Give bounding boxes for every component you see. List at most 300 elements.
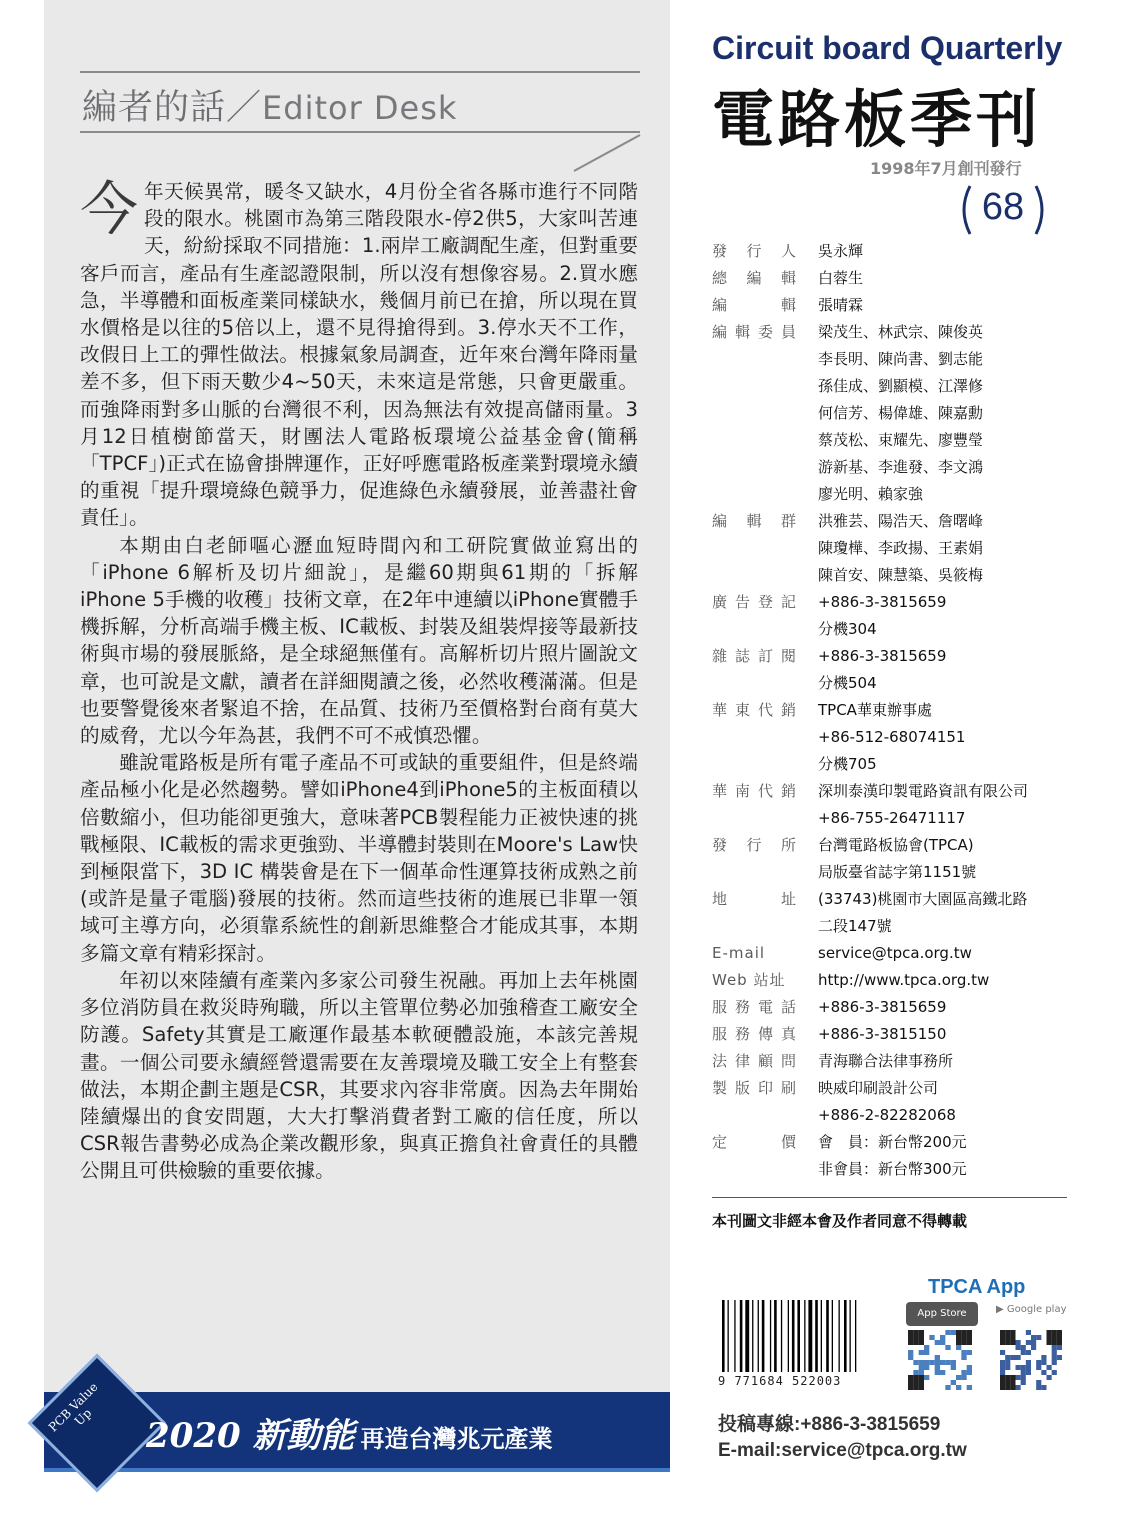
editor-title-rule bbox=[80, 131, 640, 133]
staff-label-char: 製 bbox=[712, 1079, 728, 1097]
qr-module bbox=[1010, 1375, 1015, 1380]
staff-values bbox=[818, 778, 1072, 832]
staff-value: 青海聯合法律事務所 bbox=[818, 1052, 954, 1070]
qr-module bbox=[961, 1350, 966, 1355]
staff-values bbox=[818, 319, 1072, 508]
qr-module bbox=[1021, 1345, 1026, 1350]
qr-module bbox=[1000, 1380, 1005, 1385]
staff-label-text bbox=[712, 1021, 796, 1048]
qr-module bbox=[924, 1360, 929, 1365]
staff-label bbox=[712, 1129, 818, 1156]
staff-values bbox=[818, 292, 1072, 319]
staff-label-char: 話 bbox=[780, 998, 796, 1016]
qr-module bbox=[924, 1365, 929, 1370]
qr-module bbox=[1057, 1355, 1062, 1360]
editor-article bbox=[80, 175, 638, 1185]
staff-value: 洪雅芸、陽浩天、詹曙峰 bbox=[818, 512, 984, 530]
qr-module bbox=[1021, 1365, 1026, 1370]
staff-values bbox=[818, 994, 1072, 1021]
staff-value: 映威印刷設計公司 bbox=[818, 1079, 939, 1097]
staff-value: 會 員：新台幣200元 bbox=[818, 1133, 967, 1151]
qr-module bbox=[1052, 1350, 1057, 1355]
staff-label-char: 務 bbox=[734, 998, 750, 1016]
barcode-number: 9 771684 522003 bbox=[718, 1374, 842, 1388]
qr-module bbox=[1010, 1380, 1015, 1385]
qr-module bbox=[956, 1375, 961, 1380]
qr-module bbox=[1031, 1335, 1036, 1340]
article-paragraph-3: 雖說電路板是所有電子產品不可或缺的重要組件，但是終端產品極小化是必然趨勢。譬如iPhone4到iPhone5的主板面積以倍數縮小，但功能卻更強大，意味著PCB製程能力正被快速的挑戰極限、IC載板的需求更強勁、半導體封裝則在Moore's Law快到極限當下，3D IC 構裝會是在下一個革命性運算技術成熟之前(或許是量子電腦)發展的技術。然而這些技術的進展已非單一領域可主導方向，必須靠系統性的創新思維整合才能成其事，本期多篇文章有精彩探討。 bbox=[80, 751, 638, 965]
staff-value: 局版臺省誌字第1151號 bbox=[818, 863, 977, 881]
staff-label-char: 代 bbox=[757, 701, 773, 719]
staff-value: 白蓉生 bbox=[818, 269, 864, 287]
staff-label bbox=[712, 967, 818, 994]
staff-value: +86-755-26471117 bbox=[818, 809, 966, 827]
staff-value: 台灣電路板協會(TPCA) bbox=[818, 836, 974, 854]
staff-label bbox=[712, 1075, 818, 1102]
qr-module bbox=[1010, 1330, 1015, 1335]
barcode-bar bbox=[728, 1300, 729, 1372]
qr-module bbox=[967, 1330, 972, 1335]
staff-label-text bbox=[712, 940, 796, 967]
staff-label-char: 雜 bbox=[712, 647, 728, 665]
google-play-label: Google play bbox=[1006, 1304, 1067, 1315]
qr-module bbox=[961, 1370, 966, 1375]
staff-value: 孫佳成、劉顯模、江澤修 bbox=[818, 377, 984, 395]
staff-label bbox=[712, 265, 818, 292]
staff-value: 陳首安、陳慧築、吳筱梅 bbox=[818, 566, 984, 584]
staff-label-char: 編 bbox=[712, 323, 728, 341]
staff-label-text bbox=[712, 832, 796, 859]
staff-values bbox=[818, 643, 1072, 697]
staff-values bbox=[818, 1048, 1072, 1075]
qr-module bbox=[1021, 1375, 1026, 1380]
qr-module bbox=[1047, 1330, 1052, 1335]
qr-module bbox=[919, 1360, 924, 1365]
masthead-english: Circuit board Quarterly bbox=[712, 30, 1063, 66]
barcode-bar bbox=[752, 1300, 753, 1372]
staff-label-char: 電 bbox=[757, 998, 773, 1016]
staff-label-char: 輯 bbox=[746, 512, 762, 530]
qr-module bbox=[1010, 1355, 1015, 1360]
qr-module bbox=[1000, 1330, 1005, 1335]
qr-module bbox=[961, 1355, 966, 1360]
qr-module bbox=[967, 1385, 972, 1390]
staff-label-char: 記 bbox=[780, 593, 796, 611]
staff-label-char: 輯 bbox=[734, 323, 750, 341]
qr-module bbox=[1047, 1365, 1052, 1370]
staff-label-text bbox=[712, 697, 796, 724]
staff-label bbox=[712, 643, 818, 670]
qr-module bbox=[951, 1380, 956, 1385]
qr-module bbox=[1000, 1370, 1005, 1375]
staff-list bbox=[712, 238, 1072, 1183]
qr-module bbox=[929, 1360, 934, 1365]
qr-module bbox=[1031, 1340, 1036, 1345]
qr-module bbox=[919, 1380, 924, 1385]
qr-module bbox=[935, 1360, 940, 1365]
qr-module bbox=[951, 1365, 956, 1370]
qr-module bbox=[908, 1350, 913, 1355]
staff-label-char: 輯 bbox=[780, 269, 796, 287]
staff-values bbox=[818, 832, 1072, 886]
qr-module bbox=[1000, 1340, 1005, 1345]
qr-module bbox=[1021, 1350, 1026, 1355]
qr-module bbox=[1047, 1335, 1052, 1340]
staff-label-text bbox=[712, 643, 796, 670]
staff-label-text bbox=[712, 292, 796, 319]
staff-label-char: 發 bbox=[712, 836, 728, 854]
staff-value: +886-3-3815659 bbox=[818, 593, 947, 611]
qr-module bbox=[1005, 1340, 1010, 1345]
staff-label bbox=[712, 994, 818, 1021]
staff-label-char: 編 bbox=[712, 512, 728, 530]
staff-label-char: 行 bbox=[746, 836, 762, 854]
staff-value: 何信芳、楊偉雄、陳嘉勳 bbox=[818, 404, 984, 422]
qr-module bbox=[1041, 1360, 1046, 1365]
staff-label-char: 編 bbox=[712, 296, 728, 314]
staff-label-char: 顧 bbox=[757, 1052, 773, 1070]
qr-module bbox=[956, 1335, 961, 1340]
qr-module bbox=[1057, 1330, 1062, 1335]
banner-slogan bbox=[146, 1408, 552, 1457]
contact-email: E-mail:service@tpca.org.tw bbox=[718, 1440, 967, 1461]
qr-module bbox=[919, 1340, 924, 1345]
qr-module bbox=[919, 1335, 924, 1340]
staff-values bbox=[818, 967, 1072, 994]
qr-module bbox=[967, 1370, 972, 1375]
barcode-bar bbox=[855, 1300, 856, 1372]
qr-module bbox=[1026, 1340, 1031, 1345]
staff-label-char: 總 bbox=[712, 269, 728, 287]
staff-row bbox=[712, 508, 1072, 589]
staff-label-char: 版 bbox=[734, 1079, 750, 1097]
founded-date: 1998年7月創刊發行 bbox=[870, 159, 1022, 178]
qr-code-ios[interactable] bbox=[908, 1330, 972, 1390]
qr-module bbox=[1026, 1360, 1031, 1365]
staff-values bbox=[818, 1129, 1072, 1183]
banner-stripe bbox=[44, 1468, 670, 1472]
qr-module bbox=[1036, 1385, 1041, 1390]
barcode-bar bbox=[844, 1300, 847, 1372]
qr-module bbox=[951, 1360, 956, 1365]
qr-module bbox=[908, 1340, 913, 1345]
qr-module bbox=[967, 1340, 972, 1345]
qr-module bbox=[1031, 1345, 1036, 1350]
qr-module bbox=[1057, 1335, 1062, 1340]
qr-module bbox=[1005, 1380, 1010, 1385]
staff-label-char: 價 bbox=[780, 1133, 796, 1151]
article-paragraph-4: 年初以來陸續有產業內多家公司發生祝融。再加上去年桃園多位消防員在救災時殉職，所以主管單位勢必加強稽查工廠安全防護。Safety其實是工廠運作最基本軟硬體設施，本該完善規畫。一個公司要永續經營還需要在友善環境及職工安全上有整套做法，本期企劃主題是CSR，其要求內容非常廣。因為去年開始陸續爆出的食安問題，大大打擊消費者對工廠的信任度，所以CSR報告書勢必成為企業改觀形象，與真正擔負社會責任的具體公開且可供檢驗的重要依據。 bbox=[80, 968, 638, 1183]
staff-value: 游新基、李進發、李文鴻 bbox=[818, 458, 984, 476]
qr-module bbox=[924, 1375, 929, 1380]
barcode-bar bbox=[740, 1300, 743, 1372]
staff-values bbox=[818, 940, 1072, 967]
qr-module bbox=[1000, 1375, 1005, 1380]
staff-value: +886-2-82282068 bbox=[818, 1106, 956, 1124]
qr-module bbox=[940, 1335, 945, 1340]
qr-module bbox=[945, 1345, 950, 1350]
qr-module bbox=[1026, 1350, 1031, 1355]
qr-module bbox=[935, 1340, 940, 1345]
qr-module bbox=[1052, 1340, 1057, 1345]
qr-module bbox=[940, 1360, 945, 1365]
staff-label-char: 服 bbox=[712, 1025, 728, 1043]
barcode-bar bbox=[797, 1300, 800, 1372]
staff-label-char: 印 bbox=[757, 1079, 773, 1097]
qr-module bbox=[935, 1370, 940, 1375]
qr-module bbox=[1016, 1375, 1021, 1380]
staff-row bbox=[712, 319, 1072, 508]
barcode-bar bbox=[832, 1300, 833, 1372]
contact-info bbox=[718, 1412, 967, 1464]
staff-label-char: 行 bbox=[746, 242, 762, 260]
barcode-bar bbox=[774, 1300, 777, 1372]
barcode-bar bbox=[792, 1300, 795, 1372]
qr-module bbox=[1036, 1360, 1041, 1365]
staff-label-char: 傳 bbox=[757, 1025, 773, 1043]
staff-label-char: 地 bbox=[712, 890, 728, 908]
staff-label-char: 真 bbox=[780, 1025, 796, 1043]
staff-label-text bbox=[712, 265, 796, 292]
article-paragraph-1 bbox=[80, 175, 638, 532]
qr-module bbox=[1016, 1340, 1021, 1345]
barcode-bar bbox=[770, 1300, 771, 1372]
staff-values bbox=[818, 238, 1072, 265]
staff-rule bbox=[712, 1197, 1067, 1198]
staff-label-char: E-mail bbox=[712, 944, 766, 962]
badge-text: PCB Value Up bbox=[45, 1379, 101, 1435]
staff-values bbox=[818, 589, 1072, 643]
qr-module bbox=[961, 1335, 966, 1340]
staff-label-char: 務 bbox=[734, 1025, 750, 1043]
staff-label-text bbox=[712, 508, 796, 535]
qr-module bbox=[1005, 1375, 1010, 1380]
staff-row bbox=[712, 697, 1072, 778]
qr-module bbox=[1005, 1335, 1010, 1340]
staff-row bbox=[712, 643, 1072, 697]
masthead-chinese: 電路板季刊 bbox=[712, 83, 1043, 156]
qr-module bbox=[919, 1375, 924, 1380]
staff-value: (33743)桃園市大園區高鐵北路 bbox=[818, 890, 1028, 908]
qr-module bbox=[913, 1335, 918, 1340]
qr-module bbox=[1010, 1335, 1015, 1340]
qr-module bbox=[940, 1340, 945, 1345]
staff-row bbox=[712, 1075, 1072, 1129]
staff-label bbox=[712, 238, 818, 265]
barcode-bar bbox=[826, 1300, 829, 1372]
qr-module bbox=[1036, 1335, 1041, 1340]
copyright-notice: 本刊圖文非經本會及作者同意不得轉載 bbox=[712, 1212, 968, 1230]
staff-label-char: 員 bbox=[780, 323, 796, 341]
qr-module bbox=[1036, 1365, 1041, 1370]
qr-module bbox=[908, 1335, 913, 1340]
staff-value[interactable]: http://www.tpca.org.tw bbox=[818, 971, 990, 989]
barcode-bar bbox=[781, 1300, 782, 1372]
qr-module bbox=[961, 1375, 966, 1380]
staff-label bbox=[712, 886, 818, 913]
qr-module bbox=[919, 1350, 924, 1355]
staff-row bbox=[712, 886, 1072, 940]
barcode-bar bbox=[839, 1300, 840, 1372]
staff-label-char: 閱 bbox=[780, 647, 796, 665]
staff-label-text bbox=[712, 1129, 796, 1156]
staff-value: 廖光明、賴家強 bbox=[818, 485, 924, 503]
qr-module bbox=[913, 1330, 918, 1335]
staff-values bbox=[818, 886, 1072, 940]
staff-values bbox=[818, 1075, 1072, 1129]
qr-module bbox=[1057, 1340, 1062, 1345]
staff-row bbox=[712, 1021, 1072, 1048]
staff-label-char: Web 站址 bbox=[712, 971, 786, 989]
staff-label-char: 代 bbox=[757, 782, 773, 800]
qr-module bbox=[908, 1330, 913, 1335]
staff-value: 吳永輝 bbox=[818, 242, 864, 260]
staff-label-text bbox=[712, 589, 796, 616]
qr-module bbox=[908, 1385, 913, 1390]
staff-label-text bbox=[712, 886, 796, 913]
staff-label-char: 委 bbox=[757, 323, 773, 341]
staff-label-char: 編 bbox=[746, 269, 762, 287]
staff-label bbox=[712, 697, 818, 724]
staff-label-char: 刷 bbox=[780, 1079, 796, 1097]
qr-module bbox=[913, 1360, 918, 1365]
qr-module bbox=[945, 1385, 950, 1390]
barcode-bar bbox=[788, 1300, 789, 1372]
barcode-bar bbox=[734, 1300, 735, 1372]
staff-value: 分機504 bbox=[818, 674, 877, 692]
staff-label-char: 所 bbox=[780, 836, 796, 854]
article-paragraph-2: 本期由白老師嘔心瀝血短時間內和工研院實做並寫出的「iPhone 6解析及切片細說」，是繼60期與61期的「拆解iPhone 5手機的收穫」技術文章，在2年中連續以iPhone實體手機拆解，分析高端手機主板、IC載板、封裝及組裝焊接等最新技術與市場的發展脈絡，是全球絕無僅有。高解析切片照片圖說文章，也可說是文獻，讀者在詳細閱讀之後，必然收穫滿滿。但是也要警覺後來者緊追不捨，在品質、技術乃至價格對台商有莫大的威脅，尤以今年為甚，我們不可不戒慎恐懼。 bbox=[80, 533, 638, 748]
staff-label-char: 問 bbox=[780, 1052, 796, 1070]
qr-module bbox=[935, 1355, 940, 1360]
staff-label bbox=[712, 292, 818, 319]
qr-module bbox=[1016, 1355, 1021, 1360]
qr-module bbox=[1041, 1355, 1046, 1360]
qr-module bbox=[1005, 1365, 1010, 1370]
staff-row bbox=[712, 1129, 1072, 1183]
staff-value: 二段147號 bbox=[818, 917, 892, 935]
qr-module bbox=[961, 1340, 966, 1345]
staff-label-text bbox=[712, 1075, 796, 1102]
qr-module bbox=[908, 1375, 913, 1380]
qr-module bbox=[967, 1365, 972, 1370]
staff-row bbox=[712, 589, 1072, 643]
qr-module bbox=[1000, 1335, 1005, 1340]
barcode-bar bbox=[762, 1300, 765, 1372]
qr-module bbox=[1052, 1355, 1057, 1360]
qr-module bbox=[1052, 1345, 1057, 1350]
qr-module bbox=[1000, 1365, 1005, 1370]
staff-label-text bbox=[712, 238, 796, 265]
staff-value: +86-512-68074151 bbox=[818, 728, 966, 746]
staff-value: TPCA華東辦事處 bbox=[818, 701, 932, 719]
qr-module bbox=[1010, 1385, 1015, 1390]
staff-value[interactable]: service@tpca.org.tw bbox=[818, 944, 972, 962]
qr-module bbox=[956, 1345, 961, 1350]
qr-module bbox=[1000, 1385, 1005, 1390]
qr-module bbox=[913, 1385, 918, 1390]
google-play-badge[interactable]: ▶ Google play bbox=[996, 1304, 1067, 1315]
barcode-bar bbox=[821, 1300, 822, 1372]
qr-module bbox=[1016, 1345, 1021, 1350]
qr-module bbox=[951, 1330, 956, 1335]
staff-row bbox=[712, 1048, 1072, 1075]
staff-label-char: 發 bbox=[712, 242, 728, 260]
qr-module bbox=[1057, 1345, 1062, 1350]
staff-value: 陳瓊樺、李政揚、王素娟 bbox=[818, 539, 984, 557]
staff-label bbox=[712, 508, 818, 535]
qr-module bbox=[913, 1375, 918, 1380]
qr-module bbox=[1026, 1365, 1031, 1370]
staff-label-char: 銷 bbox=[780, 782, 796, 800]
paragraph-1-text: 年天候異常，暖冬又缺水，4月份全省各縣市進行不同階段的限水。桃園市為第三階段限水-停2供5，大家叫苦連天，紛紛採取不同措施：1.兩岸工廠調配生產，但對重要客戶而言，產品有生產認證限制，所以沒有想像容易。2.買水應急，半導體和面板產業同樣缺水，幾個月前已在搶，所以現在買水價格是以往的5倍以上，還不見得搶得到。3.停水天不工作，改假日上工的彈性做法。根據氣象局調查，近年來台灣年降雨量差不多，但下雨天數少4~50天，未來這是常態，只會更嚴重。而強降雨對多山脈的台灣很不利，因為無法有效提高儲雨量。3月12日植樹節當天，財團法人電路板環境公益基金會(簡稱「TPCF」)正式在協會掛牌運作，正好呼應電路板產業對環境永續的重視「提升環境綠色競爭力，促進綠色永續發展，並善盡社會責任」。 bbox=[80, 180, 638, 530]
staff-row bbox=[712, 832, 1072, 886]
staff-row bbox=[712, 238, 1072, 265]
staff-value: 分機304 bbox=[818, 620, 877, 638]
barcode-bar bbox=[722, 1300, 725, 1372]
staff-label-text bbox=[712, 994, 796, 1021]
qr-module bbox=[1000, 1350, 1005, 1355]
barcode-bar bbox=[745, 1300, 749, 1372]
qr-code-android[interactable] bbox=[1000, 1330, 1062, 1390]
staff-values bbox=[818, 508, 1072, 589]
staff-label-char: 南 bbox=[734, 782, 750, 800]
staff-label-char: 法 bbox=[712, 1052, 728, 1070]
qr-module bbox=[1036, 1380, 1041, 1385]
qr-module bbox=[913, 1380, 918, 1385]
barcode-bar bbox=[850, 1300, 851, 1372]
qr-module bbox=[956, 1340, 961, 1345]
qr-module bbox=[913, 1340, 918, 1345]
staff-row bbox=[712, 994, 1072, 1021]
staff-values bbox=[818, 265, 1072, 292]
editor-title-zh: 編者的話 bbox=[82, 88, 227, 128]
staff-label bbox=[712, 1021, 818, 1048]
staff-value: 蔡茂松、束耀先、廖豐瑩 bbox=[818, 431, 984, 449]
app-store-badge[interactable]: App Store bbox=[906, 1302, 978, 1326]
staff-row bbox=[712, 292, 1072, 319]
qr-module bbox=[1016, 1385, 1021, 1390]
qr-module bbox=[1005, 1360, 1010, 1365]
barcode-bar bbox=[808, 1300, 812, 1372]
staff-label-char: 輯 bbox=[780, 296, 796, 314]
staff-label bbox=[712, 832, 818, 859]
staff-value: +886-3-3815659 bbox=[818, 647, 947, 665]
editor-desk-title bbox=[82, 80, 457, 130]
qr-module bbox=[1047, 1375, 1052, 1380]
staff-row bbox=[712, 778, 1072, 832]
qr-module bbox=[967, 1350, 972, 1355]
staff-label-char: 廣 bbox=[712, 593, 728, 611]
qr-module bbox=[913, 1370, 918, 1375]
staff-label-char: 訂 bbox=[757, 647, 773, 665]
staff-value: 分機705 bbox=[818, 755, 877, 773]
slash-decoration bbox=[570, 133, 642, 173]
qr-module bbox=[1052, 1330, 1057, 1335]
qr-module bbox=[1005, 1330, 1010, 1335]
staff-values bbox=[818, 1021, 1072, 1048]
staff-row bbox=[712, 940, 1072, 967]
staff-value: 張晴霖 bbox=[818, 296, 864, 314]
staff-label-text bbox=[712, 778, 796, 805]
banner-sub-text: 再造台灣兆元產業 bbox=[360, 1425, 553, 1453]
staff-row bbox=[712, 967, 1072, 994]
qr-module bbox=[940, 1370, 945, 1375]
issue-number: 68 bbox=[981, 186, 1025, 228]
staff-value: 梁茂生、林武宗、陳俊英 bbox=[818, 323, 984, 341]
qr-module bbox=[929, 1335, 934, 1340]
staff-label bbox=[712, 940, 818, 967]
